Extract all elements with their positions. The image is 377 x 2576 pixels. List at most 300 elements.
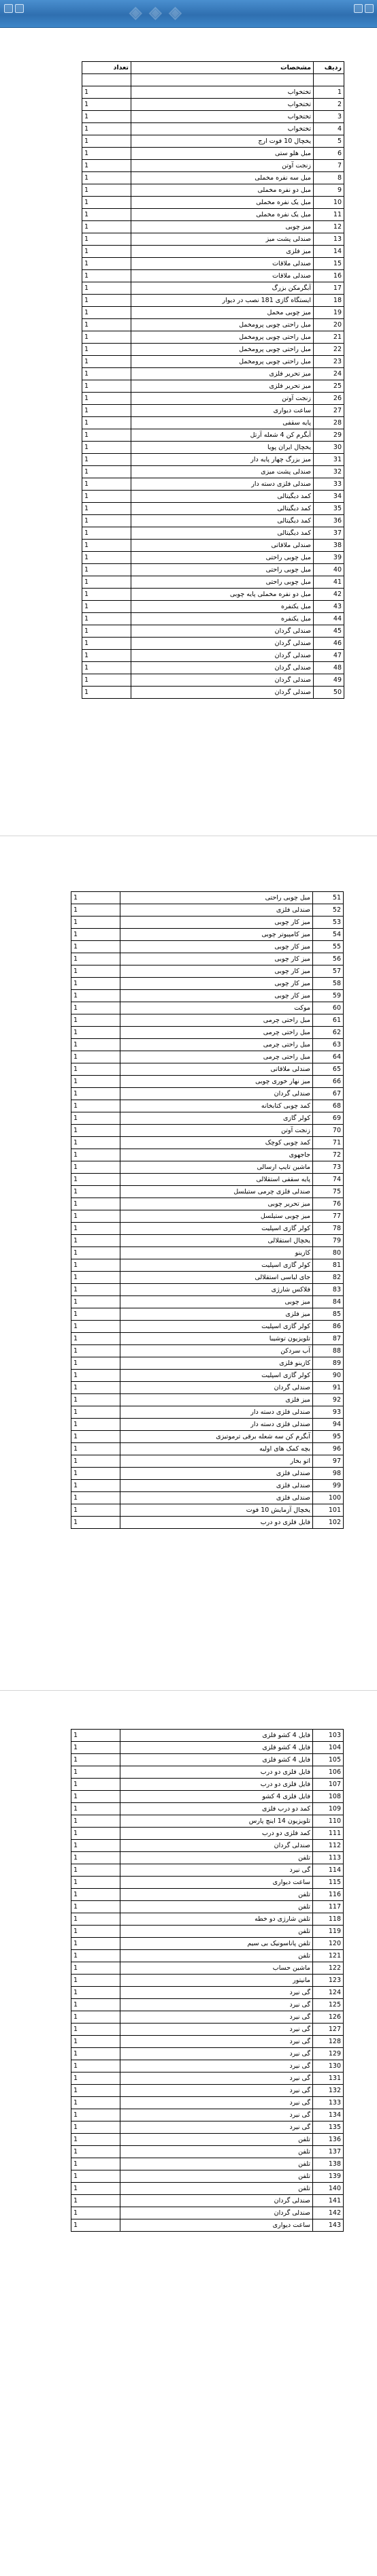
row-number-cell: 125 [313, 1999, 344, 2011]
row-number-cell: 75 [313, 1186, 344, 1198]
quantity-cell: 1 [71, 1406, 120, 1419]
description-cell: گی نیرد [120, 2121, 313, 2134]
row-number-cell: 23 [314, 356, 344, 368]
table-row [71, 1259, 344, 1272]
table-row [71, 2219, 344, 2232]
quantity-cell: 1 [71, 1002, 120, 1014]
table-row [82, 393, 344, 405]
table-row [82, 331, 344, 344]
description-cell: صندلی فلزی چرمی ستیلسل [120, 1186, 313, 1198]
quantity-cell: 1 [71, 1100, 120, 1112]
table-row [71, 1063, 344, 1076]
row-number-cell: 129 [313, 2048, 344, 2060]
table-row [71, 2109, 344, 2121]
description-cell: بچه کمک های اولیه [120, 1443, 313, 1455]
row-number-cell: 123 [313, 1975, 344, 1987]
description-cell: مبل چوبی راحتی [131, 576, 314, 589]
row-number-cell: 112 [313, 1840, 344, 1852]
site-header-banner [0, 0, 377, 28]
row-number-cell: 15 [314, 258, 344, 270]
quantity-cell: 1 [71, 1063, 120, 1076]
table-row [71, 2195, 344, 2207]
quantity-cell: 1 [71, 1877, 120, 1889]
row-number-cell: 135 [313, 2121, 344, 2134]
table-row [82, 344, 344, 356]
table-row [82, 576, 344, 589]
description-cell: میز کار چوبی [120, 965, 313, 978]
description-cell: صندلی گردان [120, 1840, 313, 1852]
row-number-cell: 3 [314, 111, 344, 123]
description-cell: گی نیرد [120, 2085, 313, 2097]
description-cell: آبگرم کن سه شعله برقی ترموتیزی [120, 1431, 313, 1443]
description-cell: میز کامپیوتر چوبی [120, 929, 313, 941]
quantity-cell: 1 [71, 953, 120, 965]
table-row [71, 1308, 344, 1321]
description-cell: ماشین تایپ ارسالی [120, 1161, 313, 1174]
quantity-cell: 1 [71, 2146, 120, 2158]
row-number-cell: 87 [313, 1333, 344, 1345]
description-cell: میز کار چوبی [120, 917, 313, 929]
inventory-table-page-3 [71, 1729, 344, 2232]
table-row [82, 111, 344, 123]
settings-icon[interactable] [365, 4, 374, 13]
description-cell: میز فلزی [120, 1308, 313, 1321]
row-number-cell: 136 [313, 2134, 344, 2146]
quantity-cell: 1 [71, 1730, 120, 1742]
header-description: مشخصات [131, 62, 314, 74]
row-number-cell: 48 [314, 662, 344, 674]
quantity-cell: 1 [71, 2134, 120, 2146]
description-cell: مبل یک نفره مخملی [131, 209, 314, 221]
row-number-cell: 102 [313, 1517, 344, 1529]
table-row-blank [82, 74, 344, 86]
description-cell: کولر گازی اسپلیت [120, 1370, 313, 1382]
table-row [82, 466, 344, 478]
quantity-cell: 1 [82, 429, 131, 442]
table-row [82, 380, 344, 393]
quantity-cell: 1 [71, 1950, 120, 1962]
table-row [71, 1517, 344, 1529]
description-cell: مبل راحتی چوبی پرومخمل [131, 331, 314, 344]
row-number-cell: 142 [313, 2207, 344, 2219]
quantity-cell: 1 [82, 233, 131, 246]
table-row [71, 1468, 344, 1480]
table-row [71, 1492, 344, 1504]
quantity-cell: 1 [82, 417, 131, 429]
description-cell: آبگرمکن بزرگ [131, 282, 314, 295]
row-number-cell: 93 [313, 1406, 344, 1419]
table-row [71, 1284, 344, 1296]
quantity-cell: 1 [71, 1247, 120, 1259]
row-number-cell: 98 [313, 1468, 344, 1480]
description-cell: میز چوبی ستیلسل [120, 1210, 313, 1223]
description-cell: تلفن [120, 1926, 313, 1938]
row-number-cell: 25 [314, 380, 344, 393]
quantity-cell: 1 [71, 1235, 120, 1247]
quantity-cell: 1 [71, 1333, 120, 1345]
description-cell: صندلی گردان [120, 1382, 313, 1394]
quantity-cell: 1 [71, 1840, 120, 1852]
description-cell: تلفن [120, 1889, 313, 1901]
description-cell: صندلی فلزی دسته دار [120, 1406, 313, 1419]
description-cell: میز بزرگ چهار پایه دار [131, 454, 314, 466]
quantity-cell: 1 [71, 1803, 120, 1815]
row-number-cell: 106 [313, 1766, 344, 1779]
description-cell: میز فلزی [131, 246, 314, 258]
table-row [71, 1174, 344, 1186]
table-row [82, 209, 344, 221]
table-row [82, 638, 344, 650]
table-row [82, 674, 344, 687]
table-row [71, 1828, 344, 1840]
table-row [71, 1014, 344, 1027]
table-row [82, 527, 344, 540]
table-row [82, 99, 344, 111]
description-cell: کمد چوبی کوچک [120, 1137, 313, 1149]
row-number-cell: 63 [313, 1039, 344, 1051]
description-cell: پایه سقفی [131, 417, 314, 429]
quantity-cell: 1 [71, 1137, 120, 1149]
description-cell: کمد دیگیتالی [131, 503, 314, 515]
table-row [82, 491, 344, 503]
quantity-cell: 1 [71, 1223, 120, 1235]
row-number-cell: 10 [314, 197, 344, 209]
description-cell: صندلی گردان [120, 1088, 313, 1100]
description-cell: صندلی فلزی [120, 904, 313, 917]
description-cell: صندلی فلزی [120, 1468, 313, 1480]
quantity-cell: 1 [82, 552, 131, 564]
quantity-cell: 1 [82, 221, 131, 233]
description-cell: میز تحریر فلزی [131, 380, 314, 393]
quantity-cell: 1 [71, 1864, 120, 1877]
table-row [71, 1370, 344, 1382]
page-divider [0, 1690, 377, 1691]
table-row [71, 1766, 344, 1779]
row-number-cell: 132 [313, 2085, 344, 2097]
quantity-cell: 1 [71, 1852, 120, 1864]
table-row [71, 2060, 344, 2073]
quantity-cell: 1 [82, 454, 131, 466]
description-cell: فایل 4 کشو فلزی [120, 1754, 313, 1766]
description-cell: کازینو [120, 1247, 313, 1259]
table-row [82, 197, 344, 209]
description-cell: صندلی گردان [131, 674, 314, 687]
description-cell: موکت [120, 1002, 313, 1014]
quantity-cell: 1 [71, 1901, 120, 1913]
quantity-cell: 1 [71, 1027, 120, 1039]
description-cell: مبل سه نفره مخملی [131, 172, 314, 184]
row-number-cell: 134 [313, 2109, 344, 2121]
table-row [71, 1455, 344, 1468]
quantity-cell: 1 [71, 1284, 120, 1296]
description-cell: میز تحریر فلزی [131, 368, 314, 380]
row-number-cell: 21 [314, 331, 344, 344]
table-row [71, 1864, 344, 1877]
description-cell: میز کار چوبی [120, 953, 313, 965]
table-row [71, 1394, 344, 1406]
description-cell: تلویزیون 14 اینچ پارس [120, 1815, 313, 1828]
description-cell: صندلی پشت میز [131, 233, 314, 246]
quantity-cell: 1 [82, 368, 131, 380]
row-number-cell: 12 [314, 221, 344, 233]
description-cell: تلفن [120, 2170, 313, 2183]
table-row [71, 1754, 344, 1766]
quantity-cell: 1 [71, 2183, 120, 2195]
description-cell: صندلی ملاقاتی [120, 1063, 313, 1076]
table-row [82, 282, 344, 295]
menu-icon[interactable] [15, 4, 24, 13]
table-row [71, 1272, 344, 1284]
quantity-cell: 1 [71, 1259, 120, 1272]
quantity-cell: 1 [71, 1431, 120, 1443]
table-row [82, 172, 344, 184]
row-number-cell: 31 [314, 454, 344, 466]
table-row [82, 319, 344, 331]
quantity-cell: 1 [71, 2097, 120, 2109]
table-row [82, 233, 344, 246]
description-cell: جای لباسی استقلالی [120, 1272, 313, 1284]
quantity-cell: 1 [71, 990, 120, 1002]
quantity-cell: 1 [71, 2085, 120, 2097]
header-row-number: ردیف [314, 62, 344, 74]
table-row [71, 1938, 344, 1950]
row-number-cell: 24 [314, 368, 344, 380]
quantity-cell: 1 [82, 540, 131, 552]
description-cell: صندلی ملاقاتی [131, 540, 314, 552]
row-number-cell: 45 [314, 625, 344, 638]
quantity-cell: 1 [71, 2170, 120, 2183]
description-cell: فایل فلزی دو درب [120, 1779, 313, 1791]
description-cell: تلفن [120, 2146, 313, 2158]
row-number-cell: 59 [313, 990, 344, 1002]
quantity-cell: 1 [82, 564, 131, 576]
row-number-cell: 6 [314, 148, 344, 160]
table-row [82, 160, 344, 172]
table-row [71, 1235, 344, 1247]
table-row [71, 1742, 344, 1754]
description-cell: ساعت دیواری [120, 1877, 313, 1889]
description-cell: تختخواب [131, 99, 314, 111]
table-header-row [82, 62, 344, 74]
table-row [71, 2097, 344, 2109]
table-row [82, 478, 344, 491]
quantity-cell: 1 [71, 1443, 120, 1455]
description-cell: ایستگاه گازی 181 نصب در دیوار [131, 295, 314, 307]
quantity-cell: 1 [71, 1962, 120, 1975]
row-number-cell: 109 [313, 1803, 344, 1815]
row-number-cell: 61 [313, 1014, 344, 1027]
inventory-table-page-2 [71, 891, 344, 1529]
row-number-cell: 99 [313, 1480, 344, 1492]
table-row [71, 1926, 344, 1938]
quantity-cell: 1 [82, 319, 131, 331]
row-number-cell: 90 [313, 1370, 344, 1382]
row-number-cell: 49 [314, 674, 344, 687]
description-cell: صندلی گردان [131, 662, 314, 674]
description-cell: فایل فلزی دو درب [120, 1517, 313, 1529]
description-cell: گی نیرد [120, 2073, 313, 2085]
row-number-cell: 117 [313, 1901, 344, 1913]
quantity-cell: 1 [71, 917, 120, 929]
quantity-cell: 1 [71, 1382, 120, 1394]
description-cell: صندلی ملاقات [131, 258, 314, 270]
header-quantity: تعداد [82, 62, 131, 74]
description-cell: صندلی گردان [120, 2195, 313, 2207]
table-row [82, 135, 344, 148]
table-row [82, 368, 344, 380]
quantity-cell: 1 [82, 478, 131, 491]
description-cell: گی نیرد [120, 2109, 313, 2121]
table-row [71, 2158, 344, 2170]
description-cell: صندلی فلزی [120, 1492, 313, 1504]
description-cell: مبل راحتی چوبی پرومخمل [131, 356, 314, 368]
row-number-cell: 137 [313, 2146, 344, 2158]
quantity-cell: 1 [71, 1938, 120, 1950]
description-cell: زنجت آوتن [120, 1125, 313, 1137]
table-row [71, 1002, 344, 1014]
row-number-cell: 9 [314, 184, 344, 197]
row-number-cell: 100 [313, 1492, 344, 1504]
quantity-cell: 1 [71, 1076, 120, 1088]
table-row [82, 270, 344, 282]
description-cell: اتو بخار [120, 1455, 313, 1468]
row-number-cell: 110 [313, 1815, 344, 1828]
row-number-cell: 79 [313, 1235, 344, 1247]
table-row [82, 503, 344, 515]
table-row [71, 1357, 344, 1370]
description-cell: مبل چوبی راحتی [131, 564, 314, 576]
table-row [71, 2024, 344, 2036]
table-row [71, 965, 344, 978]
description-cell: صندلی فلزی دسته دار [120, 1419, 313, 1431]
description-cell: کمد دیگیتالی [131, 515, 314, 527]
quantity-cell: 1 [71, 1455, 120, 1468]
row-number-cell: 42 [314, 589, 344, 601]
quantity-cell: 1 [82, 111, 131, 123]
quantity-cell: 1 [82, 527, 131, 540]
row-number-cell: 118 [313, 1913, 344, 1926]
table-row [82, 221, 344, 233]
description-cell: میز چوبی مخمل [131, 307, 314, 319]
table-row [82, 246, 344, 258]
table-row [71, 1345, 344, 1357]
description-cell: فایل فلزی 4 کشو [120, 1791, 313, 1803]
description-cell: کمد چوبی کتابخانه [120, 1100, 313, 1112]
quantity-cell: 1 [82, 344, 131, 356]
description-cell: یخچال استقلالی [120, 1235, 313, 1247]
description-cell: مبل راحتی چوبی پرومخمل [131, 319, 314, 331]
description-cell: کمد فلزی دو درب [120, 1828, 313, 1840]
quantity-cell: 1 [82, 405, 131, 417]
row-number-cell: 19 [314, 307, 344, 319]
table-row [71, 1247, 344, 1259]
quantity-cell: 1 [82, 123, 131, 135]
quantity-cell: 1 [82, 466, 131, 478]
quantity-cell: 1 [82, 601, 131, 613]
quantity-cell: 1 [71, 1051, 120, 1063]
description-cell: صندلی گردان [131, 625, 314, 638]
quantity-cell: 1 [82, 380, 131, 393]
row-number-cell: 69 [313, 1112, 344, 1125]
quantity-cell: 1 [82, 638, 131, 650]
description-cell: تلفن [120, 2183, 313, 2195]
row-number-cell: 51 [313, 892, 344, 904]
quantity-cell: 1 [82, 307, 131, 319]
description-cell: تلفن پاناسونیک بی سیم [120, 1938, 313, 1950]
description-cell: یخچال 10 فوت ارج [131, 135, 314, 148]
quantity-cell: 1 [82, 160, 131, 172]
description-cell: گی نیرد [120, 2011, 313, 2024]
row-number-cell: 130 [313, 2060, 344, 2073]
row-number-cell: 91 [313, 1382, 344, 1394]
description-cell: تلفن [120, 2158, 313, 2170]
table-row [82, 148, 344, 160]
quantity-cell: 1 [71, 1504, 120, 1517]
description-cell: تلفن [120, 1950, 313, 1962]
description-cell: کولر گازی [120, 1112, 313, 1125]
description-cell: گی نیرد [120, 2024, 313, 2036]
table-row [71, 1149, 344, 1161]
quantity-cell: 1 [71, 1926, 120, 1938]
quantity-cell: 1 [71, 2121, 120, 2134]
description-cell: صندلی گردان [131, 650, 314, 662]
table-row [71, 2121, 344, 2134]
row-number-cell: 81 [313, 1259, 344, 1272]
table-row [82, 123, 344, 135]
table-row [82, 442, 344, 454]
description-cell: کولر گازی اسپلیت [120, 1223, 313, 1235]
description-cell: کمد دیگیتالی [131, 527, 314, 540]
quantity-cell: 1 [82, 515, 131, 527]
row-number-cell: 5 [314, 135, 344, 148]
row-number-cell: 4 [314, 123, 344, 135]
description-cell: ماشین حساب [120, 1962, 313, 1975]
quantity-cell: 1 [71, 2109, 120, 2121]
table-row [71, 1975, 344, 1987]
table-row [71, 1137, 344, 1149]
row-number-cell: 27 [314, 405, 344, 417]
description-cell: مبل راحتی چرمی [120, 1039, 313, 1051]
description-cell: تختخواب [131, 86, 314, 99]
table-row [82, 184, 344, 197]
description-cell: تلفن [120, 2134, 313, 2146]
description-cell: تلفن [120, 1852, 313, 1864]
quantity-cell: 1 [82, 674, 131, 687]
description-cell: آب سردکن [120, 1345, 313, 1357]
row-number-cell: 29 [314, 429, 344, 442]
table-row [71, 1125, 344, 1137]
row-number-cell: 80 [313, 1247, 344, 1259]
quantity-cell: 1 [71, 1492, 120, 1504]
row-number-cell: 55 [313, 941, 344, 953]
row-number-cell: 108 [313, 1791, 344, 1803]
table-row [71, 1186, 344, 1198]
row-number-cell: 46 [314, 638, 344, 650]
description-cell: میز کار چوبی [120, 990, 313, 1002]
row-number-cell: 16 [314, 270, 344, 282]
quantity-cell: 1 [71, 1272, 120, 1284]
table-row [71, 2085, 344, 2097]
description-cell: فلاکس شارژی [120, 1284, 313, 1296]
home-icon[interactable] [4, 4, 13, 13]
table-row [71, 1852, 344, 1864]
table-row [71, 1112, 344, 1125]
description-cell: تختخواب [131, 123, 314, 135]
description-cell: ساعت دیواری [120, 2219, 313, 2232]
description-cell: گی نیرد [120, 1999, 313, 2011]
quantity-cell: 1 [71, 1791, 120, 1803]
description-cell: میز کار چوبی [120, 978, 313, 990]
